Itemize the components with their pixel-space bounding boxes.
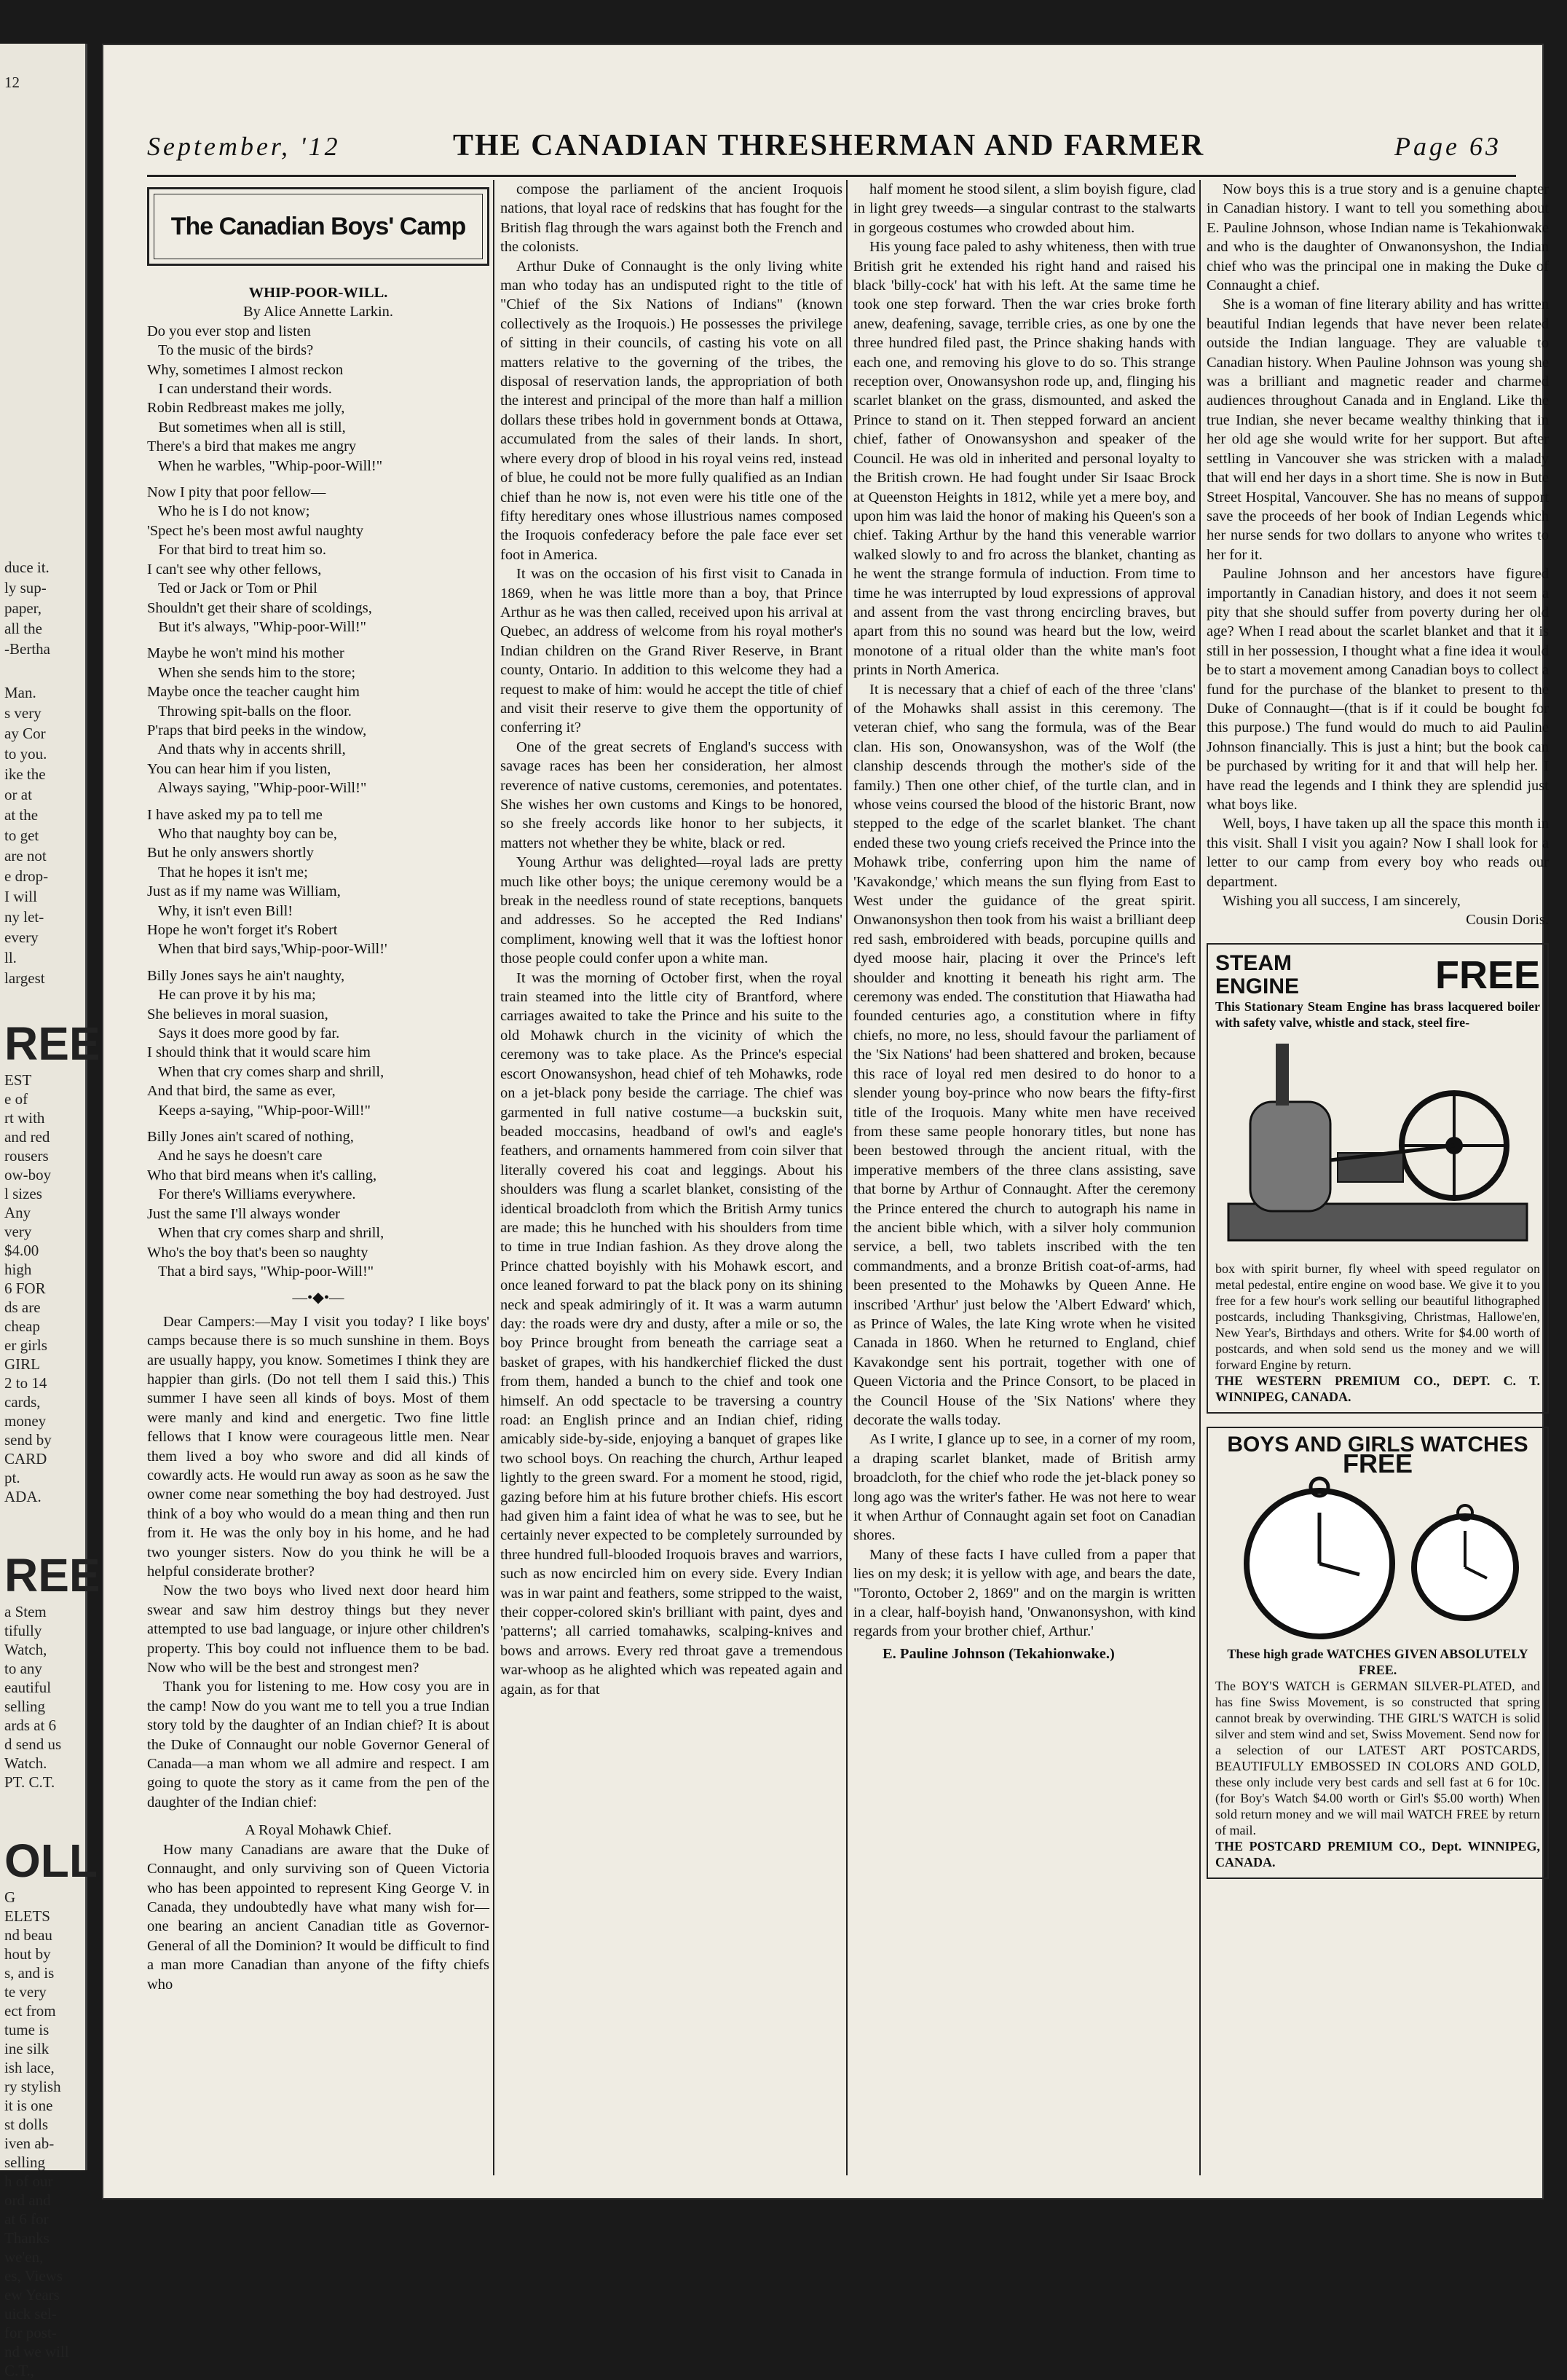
author-signature: E. Pauline Johnson (Tekahionwake.) [883, 1645, 1115, 1662]
article-columns [125, 180, 1549, 2190]
column-divider [846, 180, 848, 2175]
strip-fragment: uick sel- [4, 2305, 57, 2322]
strip-fragment: Man. [4, 684, 36, 701]
column-divider [1199, 180, 1201, 2175]
strip-fragment: at the [4, 806, 39, 824]
strip-fragment: rousers [4, 1147, 49, 1165]
strip-fragment: or at [4, 786, 32, 803]
strip-fragment: l sizes [4, 1185, 42, 1202]
strip-fragment: Watch. [4, 1754, 47, 1772]
newspaper-page [102, 44, 1549, 2199]
ad-body: box with spirit burner, fly wheel with speed regulator on metal pedestal, entire engine on wood base. We give it to you free for a few hour's work selling our beautiful lithographed postcards, including Thanksgiving, Christmas, Hallowe'en, New Year's, Birthdays and others. Write for $4.00 worth of postcards, and when sold send us the money and we will forward Engine by return. [1215, 1261, 1540, 1372]
column-3-body [853, 180, 1196, 1642]
strip-fragment: cheap [4, 1317, 40, 1335]
strip-fragment: tume is [4, 2021, 50, 2038]
strip-fragment: e drop- [4, 867, 49, 885]
strip-fragment: e of [4, 1090, 28, 1108]
subhead: A Royal Mohawk Chief. [245, 1822, 392, 1839]
adjacent-page-strip [0, 44, 100, 2379]
strip-fragment: ay Cor [4, 725, 46, 742]
poem-stanza: Maybe he won't mind his mother When she sends him to the store; Maybe once the teacher caught him Throwing spit-balls on the floor. P'raps that bird peeks in the window, And thats why in accents shrill, You can hear him if you listen, Always saying, "Whip-poor-Will!" [147, 645, 367, 797]
paragraph: Many of these facts I have culled from a paper that lies on my desk; it is yellow with age, and bears the date, "Toronto, October 2, 1869" and on the margin is written in a clear, half-boyish hand, 'Onwanonsyshon, with kind regards from your brother chief, Arthur.' [853, 1546, 1196, 1640]
strip-fragment: REE [4, 1017, 100, 1070]
strip-fragment: te very [4, 1983, 47, 2001]
strip-fragment: ny let- [4, 908, 44, 926]
strip-fragment: ry stylish [4, 2078, 61, 2095]
strip-fragment: for post- [4, 2324, 57, 2341]
page-header [147, 127, 1516, 170]
strip-fragment: ine silk [4, 2040, 50, 2057]
strip-fragment: GIRL [4, 1355, 40, 1373]
strip-fragment: nd we will [4, 2343, 69, 2360]
strip-fragment: 6 FOR [4, 1280, 46, 1297]
page-number: Page 63 [1394, 132, 1501, 161]
strip-fragment: iven ab- [4, 2135, 55, 2152]
strip-fragment: selling [4, 2154, 45, 2171]
strip-fragment: are not [4, 847, 47, 864]
steam-engine-ad [1207, 943, 1549, 1414]
section-title: The Canadian Boys' Camp [154, 194, 483, 259]
paragraph: It was on the occasion of his first visit to Canada in 1869, when he was little more than a boy, that Prince Arthur as he was then called, received upon his arrival at Quebec, an address of welcome from his royal mother's Indian children on the Grand River Reserve, in Brant county, Ontario. In addition to this welcome they had a request to make of him: would he accept the title of chief and visit their reserve to give them the opportunity of conferring it? [500, 566, 842, 736]
strip-fragment: ike the [4, 765, 46, 783]
watch-ad-company: THE POSTCARD PREMIUM CO., Dept. WINNIPEG, CANADA. [1215, 1838, 1540, 1869]
strip-fragment: Thanks [4, 2229, 50, 2247]
steam-engine-illustration [1221, 1036, 1534, 1255]
strip-fragment: 12 [4, 74, 20, 91]
strip-fragment: PT. C.T. [4, 1773, 55, 1791]
strip-fragment: I will [4, 888, 37, 905]
paragraph: Dear Campers:—May I visit you today? I like boys' camps because there is so much sunshine in them. Boys are usually happy, you know. Sometimes I think they are happier than girls. (Do not tell them I said this.) This summer I have seen all kinds of boys. Most of them were manly and kind and energetic. Two fine little fellows that I know were courageous little men. Near them lived a boy who swore and did all kinds of cowardly acts. He would run away as soon as he saw the owner come near something the boy had destroyed. Just think of a boy who would do a mean thing and then run from it. He was the only boy in his home, and he had two younger sisters. Now do you think he will be a helpful considerate brother? [147, 1313, 489, 1580]
strip-fragment: OLL [4, 1835, 98, 1887]
strip-fragment: er girls [4, 1336, 47, 1354]
paragraph: Now the two boys who lived next door heard him swear and saw him destroy things but they never attempted to use bad language, or injure other children's property. This boy could not influence them to be bad. Now who will be the best and strongest men? [147, 1583, 489, 1676]
strip-fragment: Any [4, 1204, 31, 1221]
paragraph: Thank you for listening to me. How cosy you are in the camp! Now do you want me to tell you a true Indian story told by the daughter of an Indian chief? It is about the Duke of Connaught our noble Governor General of Canada—a man whom we all admire and respect. I am going to quote the story as it came from the pen of the daughter of the Indian chief: [147, 1679, 489, 1810]
watch-ad-given: These high grade WATCHES GIVEN ABSOLUTELY FREE. [1227, 1646, 1528, 1677]
ad-desc: This Stationary Steam Engine has brass lacquered boiler with safety valve, whistle and stack, steel fire- [1215, 998, 1540, 1030]
watch-ad-free: FREE [1342, 1449, 1413, 1479]
poem-title: WHIP-POOR-WILL. [248, 285, 388, 301]
strip-fragment: G [4, 1888, 16, 1906]
strip-fragment: EST [4, 1071, 32, 1089]
strip-fragment: ect from [4, 2002, 56, 2020]
strip-fragment: ds are [4, 1299, 41, 1316]
strip-fragment: ord and [4, 2191, 51, 2209]
strip-fragment: cards, [4, 1393, 41, 1411]
column-2 [500, 180, 842, 1699]
strip-fragment: ELETS [4, 1907, 50, 1925]
watches-illustration [1225, 1480, 1531, 1640]
strip-fragment: s very [4, 704, 42, 722]
strip-fragment: very [4, 1223, 32, 1240]
watch-ad-body: The BOY'S WATCH is GERMAN SILVER-PLATED, and has fine Swiss Movement, is so constructed that spring cannot break by overwinding. THE GIRL'S WATCH is solid silver and stem wind and set, Swiss Movement. Send now for a selection of our LATEST ART POSTCARDS, BEAUTIFULLY EMBOSSED IN COLORS AND GOLD, these only include very best cards and sell fast at 6 for 10c. (for Boy's Watch $4.00 worth or Girl's $5.00 worth) When sold return money and we will mail WATCH FREE by return of mail. [1215, 1678, 1540, 1837]
paragraph: Now boys this is a true story and is a genuine chapter in Canadian history. I want to tell you something about E. Pauline Johnson, whose Indian name is Tekahionwake and who is the daughter of Onwanonsyshon, the Indian chief who was the principal one in making the Duke of Connaught a chief. [1207, 181, 1549, 294]
strip-fragment: C.T., [4, 2362, 35, 2379]
strip-fragment: we'en, [4, 2248, 44, 2266]
poem-author: By Alice Annette Larkin. [242, 304, 394, 320]
strip-fragment: ish lace, [4, 2059, 55, 2076]
strip-fragment: nd beau [4, 1926, 52, 1944]
paragraph: compose the parliament of the ancient Iroquois nations, that loyal race of redskins that has fought for the British flag through the wars against both the French and the colonists. [500, 181, 842, 256]
strip-fragment: every [4, 929, 39, 946]
paragraph: His young face paled to ashy whiteness, then with true British grit he extended his right hand and raised his black 'billy-cock' hat with his left. At the same time he took one step forward. Then the war cries broke forth anew, deafening, savage, terrible cries, as one by one the three hundred filed past, the Prince shaking hands with each one, and removing his glove to do so. This strange reception over, Onowansyshon rode up, and, flinging his scarlet blanket on the grass, dismounted, and asked the Prince to stand on it. Then stepped forward an ancient chief, father of Onowansyshon and speaker of the Council. He was old in inherited and personal loyalty to the British crown. He had fought under Sir Isaac Brock at Queenston Heights in 1812, while yet a mere boy, and upon him was laid the honor of making his Queen's son a chief. Taking Arthur by the hand this venerable warrior walked slowly to and fro across the blanket, chanting as he went the strange formula of induction. From time to time he was interrupted by loud expressions of approval and assent from the vast throng encircling braves, but apart from this no sound was heard but the low, weird monotone of a ritual older than the white man's foot prints in North America. [853, 239, 1196, 679]
strip-fragment: s, and is [4, 1964, 55, 1982]
strip-fragment: and red [4, 1128, 50, 1146]
paragraph: Wishing you all success, I am sincerely, [1223, 893, 1461, 910]
strip-fragment: to you. [4, 745, 47, 763]
paragraph: It was the morning of October first, when the royal train steamed into the little city of Brantford, where carriages awaited to take the Prince and his suite to the old Mohawk church in the vicinity of which the ceremony was to take place. As the Prince's especial escort Onowansyshon, head chief of teh Mohawks, rode on a jet-black pony beside the carriage. The chief was garmented in full native costume—a buckskin suit, beaded moccasins, headband of owl's and eagle's feathers, and ornaments hammered from coin silver that literally covered his coat and leggings. About his shoulders was flung a scarlet blanket, consisting of the identical broadcloth from which the British Army tunics are made; this he hunched with his shoulders from time to time in true Indian fashion. As they drove along the Prince chatted boyishly with his Mohawk escort, and once leaned forward to pat the black pony on its shining neck and speak admiringly of it. It was a warm autumn day: the roads were dry and dusty, after a mile or so, the boy Prince brought from beneath the carriage seat a basket of grapes, with his handkerchief flicked the dust from them, handed a bunch to the chief and took one himself. An odd spectacle to be traversing a country road: an English prince and an Indian chief, riding amicably side-by-side, enjoying a banquet of grapes like two school boys. On reaching the church, Arthur leaped lightly to the green sward. For a moment he stood, rigid, gazing before him at his future brother chiefs. His escort had given him a faint idea of what he was to see, but he certainly never expected to be completely surrounded by three hundred full-blooded Iroquois braves and warriors, such as now encircled him on every side. Every Indian was in war paint and feathers, some stripped to the waist, their copper-colored skin's brilliant with paint, dyes and 'patterns'; all carried tomahawks, scalping-knives and bows and arrows. Every red throat gave a tremendous war-whoop as he alighted which was repeated again and again, as for that [500, 969, 842, 1698]
strip-fragment: selling [4, 1698, 45, 1715]
strip-fragment: money [4, 1412, 47, 1430]
column-2-body [500, 180, 842, 1699]
strip-fragment: eautiful [4, 1679, 52, 1696]
paragraph: Young Arthur was delighted—royal lads are pretty much like other boys; the unique ceremony would be a break in the needless round of state receptions, banquets and addresses. So he accepted the Red Indians' compliment, knowing well that it was the loftiest honor those people could confer upon a white man. [500, 854, 842, 967]
paragraph: She is a woman of fine literary ability and has written beautiful Indian legends that have never been related outside the Indian language. They are valuable to Canadian history. When Pauline Johnson was young she was a brilliant and magnetic reader and charmed audiences throughout Canada and in England. Like the true Indian, she never became wealthy thinking that in her old age she would write for her support. But after settling in Vancouver she was stricken with a malady that will end her days in a short time. She is now in Bute Street Hospital, Vancouver. She has no means of support save the proceeds of her book of Indian Legends which her nurse sends for two dollars to anyone who writes to her for it. [1207, 296, 1549, 563]
strip-fragment: paper, [4, 599, 42, 617]
strip-fragment: high [4, 1261, 32, 1278]
poem-stanza: Now I pity that poor fellow— Who he is I do not know; 'Spect he's been most awful naughty For that bird to treat him so. I can't see why other fellows, Ted or Jack or Tom or Phil Shouldn't get their share of scoldings, But it's always, "Whip-poor-Will!" [147, 484, 372, 635]
strip-fragment: ards at 6 [4, 1717, 57, 1734]
strip-fragment: hout by [4, 1945, 51, 1963]
poem-stanza: I have asked my pa to tell me Who that naughty boy can be, But he only answers shortly That he hopes it isn't me; Just as if my name was William, Why, it isn't even Bill! Hope he won't forget it's Robert When that bird says,'Whip-poor-Will!' [147, 806, 387, 958]
masthead-title: THE CANADIAN THRESHERMAN AND FARMER [453, 129, 1205, 162]
strip-fragment: h of our [4, 2172, 53, 2190]
strip-fragment: to any [4, 1660, 42, 1677]
watch-ad-head: BOYS AND GIRLS WATCHES [1227, 1432, 1528, 1457]
strip-fragment: 2 to 14 [4, 1374, 47, 1392]
header-rule [147, 175, 1516, 177]
strip-fragment: d send us [4, 1735, 62, 1753]
paragraph: Well, boys, I have taken up all the space this month in this visit. Shall I visit you again? Now I shall look for a letter to our camp from every boy who reads our department. [1207, 816, 1549, 890]
strip-fragment: a Stem [4, 1603, 47, 1620]
header-date: September, '12 [147, 132, 341, 161]
paragraph: half moment he stood silent, a slim boyish figure, clad in light grey tweeds—a singular contrast to the stalwarts in gorgeous costumes who crowded about him. [853, 181, 1196, 236]
strip-fragment: es, Views [4, 2267, 63, 2285]
strip-fragment: duce it. [4, 559, 50, 576]
editor-signature: Cousin Doris. [1466, 912, 1549, 929]
column-1 [147, 180, 489, 1994]
column-divider [493, 180, 494, 2175]
strip-fragment: st dolls [4, 2116, 49, 2133]
ad-head-1: STEAM [1215, 950, 1292, 975]
column-3 [853, 180, 1196, 1663]
paragraph: Arthur Duke of Connaught is the only living white man who today has an undisputed right to the title of "Chief of the Six Nations of Indians" (known collectively as the Iroquois.) He possesses the privilege of sitting in their councils, of casting his vote on all matters relative to the governing of the tribes, the disposal of reservation lands, the appropriation of both the interest and principal of the more than half a million dollars these tribes hold in government bonds at Ottawa, accumulated from the sales of their lands. In short, where every drop of blood in his royal veins red, instead of blue, he could not be more fully qualified as an Indian chief than he now is, not even were his title one of the fifty hereditary ones whose illustrious names composed the Iroquois confederacy before the pale face ever set foot in America. [500, 258, 842, 563]
paragraph: It is necessary that a chief of each of the three 'clans' of the Mohawks shall assist in this ceremony. The veteran chief, who sang the formula, was of the Bear clan. His son, Onowansyshon, was of the Wolf (the clanship descends through the mother's side of the family.) Then one other chief, of the turtle clan, and in whose veins coursed the blood of the historic Brant, now stepped to the edge of the scarlet blanket. The chant ended these two young criefs received the Prince into the Mohawk tribe, conferring upon him the name of 'Kavakondge,' which means the sun flying from East to West under the guidance of the great spirit. Onwanonsyshon then took from his waist a brilliant deep red sash, embroidered with beads, porcupine quills and dyed moose hair, placing it over the Prince's left shoulder and knotting it beneath his right arm. The ceremony was ended. The constitution that Hiawatha had founded centuries ago, a constitution where in fifty chiefs, no more, no less, should favour the parliament of the 'Six Nations' had been shattered and broken, because this race of loyal red men desired to do honor to a slender young boy-prince who now bears the fifty-first title of the Iroquois. Many white men have received from these same people honorary titles, but none has been bestowed through the ancient ritual, with the imperative members of the three clans assisting, save that borne by Arthur of Connaught. After the ceremony the Prince entered the church to autograph his name in the ancient bible which, with a silver holy communion service, a bell, two tablets inscribed with the ten commandments, and a bronze British coat-of-arms, had been presented to the Mohawks by Queen Anne. He inscribed 'Arthur' just below the 'Albert Edward' which, as Prince of Wales, the late King wrote when he visited Canada in 1860. When he returned to England, chief Kavakondge sent his portrait, together with one of Queen Victoria and the Prince Consort, to be placed in the Council House of the 'Six Nations' where they decorate the walls today. [853, 681, 1196, 1428]
poem-body [147, 322, 489, 1282]
column-4 [1207, 180, 1549, 1879]
paragraph: As I write, I glance up to see, in a corner of my room, a draping scarlet blanket, made of British army broadcloth, for the chief who rode the jet-black poney so long ago was the writer's father. He was not here to wear it when Arthur of Connaught again set foot on Canadian shores. [853, 1431, 1196, 1544]
strip-fragment: ow-boy [4, 1166, 52, 1183]
ad-head-2: ENGINE [1215, 974, 1300, 998]
strip-fragment: CARD [4, 1450, 47, 1467]
strip-fragment: ADA. [4, 1488, 42, 1505]
strip-fragment: all the [4, 620, 42, 637]
strip-fragment: largest [4, 969, 45, 987]
strip-fragment: to get [4, 827, 39, 844]
strip-fragment: REE [4, 1549, 100, 1601]
strip-fragment: ew Years [4, 2286, 60, 2304]
strip-fragment: Watch, [4, 1641, 47, 1658]
paragraph: Pauline Johnson and her ancestors have figured importantly in Canadian history, and does it not seem a pity that she should suffer from poverty during her old age? When I read about the scarlet blanket and that it is still in her possession, I thought what a fine idea it would be to start a movement among Canadian boys to collect a fund for the purchase of the blanket to present to the Duke of Connaught—(that is if it could be bought for this purpose.) The fund would do much to aid Pauline Johnson financially. This is just a hint; but the book can be purchased by writing for it and that will help her. I have read the legends and I think they are splendid just what boys like. [1207, 566, 1549, 813]
strip-fragment: send by [4, 1431, 52, 1449]
strip-fragment: it is one [4, 2097, 53, 2114]
column-4-body [1207, 180, 1549, 910]
strip-fragment: at 6 for [4, 2210, 49, 2228]
strip-fragment: ll. [4, 949, 17, 966]
column-1-tail: How many Canadians are aware that the Duke of Connaught, and only surviving son of Queen Victoria who has been appointed to represent King George V. in Canada, they undoubtedly have what many wish for—one bearing an ancient Canadian title as Governor-General of all the Dominion? It would be difficult to find a man more Canadian than anyone of the fifty chiefs who [147, 1841, 489, 1993]
section-title-box [147, 187, 489, 266]
poem-stanza: Do you ever stop and listen To the music of the birds? Why, sometimes I almost reckon I can understand their words. Robin Redbreast makes me jolly, But sometimes when all is still, There's a bird that makes me angry When he warbles, "Whip-poor-Will!" [147, 323, 383, 474]
strip-fragment: pt. [4, 1469, 20, 1486]
strip-fragment: $4.00 [4, 1242, 39, 1259]
strip-fragment: ly sup- [4, 579, 47, 596]
column-1-body [147, 1312, 489, 1813]
paragraph: One of the great secrets of England's success with savage races has been her consideration, her almost reverence of native customs, ceremonies, and potentates. She wishes her own customs and Kings to be honored, so she freely accords like honor to her subjects, it matters not whether they be white, black or red. [500, 738, 842, 851]
strip-fragment: -Bertha [4, 640, 50, 658]
ornament-divider: —•◆•— [292, 1290, 344, 1307]
strip-fragment: rt with [4, 1109, 45, 1127]
poem-stanza: Billy Jones says he ain't naughty, He can prove it by his ma; She believes in moral suasion, Says it does more good by far. I should think that it would scare him When that cry comes sharp and shrill, And that bird, the same as ever, Keeps a-saying, "Whip-poor-Will!" [147, 967, 384, 1119]
ad-free: FREE [1434, 953, 1540, 997]
poem-stanza: Billy Jones ain't scared of nothing, And he says he doesn't care Who that bird means when it's calling, For there's Williams everywhere. Just the same I'll always wonder When that cry comes sharp and shrill, Who's the boy that's been so naughty That a bird says, "Whip-poor-Will!" [147, 1129, 384, 1280]
strip-fragment: tifully [4, 1622, 42, 1639]
watch-ad [1207, 1427, 1549, 1879]
ad-company: THE WESTERN PREMIUM CO., DEPT. C. T. WINNIPEG, CANADA. [1215, 1373, 1540, 1404]
